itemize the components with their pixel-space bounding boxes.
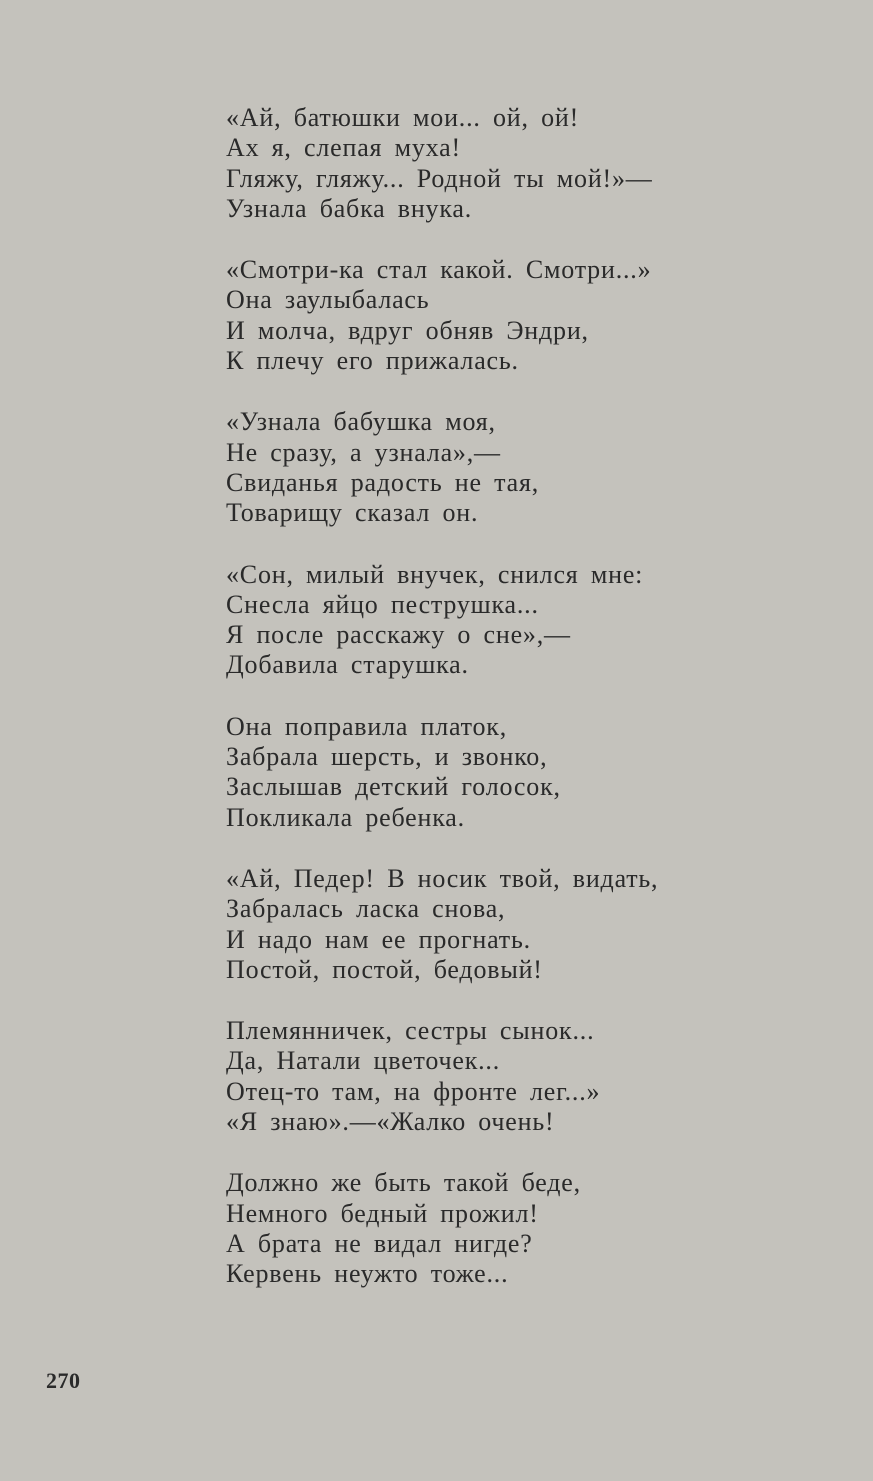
- poem-line: Узнала бабка внука.: [226, 193, 473, 223]
- poem-line: Заслышав детский голосок,: [226, 772, 561, 802]
- page-number: 270: [46, 1368, 81, 1393]
- poem-line: И молча, вдруг обняв Эндри,: [226, 315, 589, 345]
- poem-line: Не сразу, а узнала»,—: [226, 437, 501, 467]
- stanza-1: [226, 103, 826, 224]
- poem-line: Гляжу, гляжу... Родной ты мой!»—: [226, 163, 653, 193]
- poem-line: «Ай, Педер! В носик твой, видать,: [226, 863, 659, 893]
- poem-line: Снесла яйцо пеструшка...: [226, 589, 539, 619]
- poem-line: Отец-то там, на фронте лег...»: [226, 1076, 601, 1106]
- poem-line: Добавила старушка.: [226, 650, 469, 680]
- stanza-6: [226, 864, 826, 985]
- poem-line: «Я знаю».—«Жалко очень!: [226, 1107, 555, 1137]
- poem-line: Она поправила платок,: [226, 711, 508, 741]
- poem-line: Она заулыбалась: [226, 285, 430, 315]
- poem-line: Товарищу сказал он.: [226, 498, 479, 528]
- poem-line: Племянничек, сестры сынок...: [226, 1016, 595, 1046]
- poem-line: «Узнала бабушка моя,: [226, 407, 496, 437]
- stanza-7: [226, 1016, 826, 1137]
- poem-line: Покликала ребенка.: [226, 802, 465, 832]
- poem-line: Должно же быть такой беде,: [226, 1168, 581, 1198]
- poem-line: А брата не видал нигде?: [226, 1228, 533, 1258]
- stanza-2: [226, 255, 826, 376]
- poem-line: Свиданья радость не тая,: [226, 467, 540, 497]
- poem-line: И надо нам ее прогнать.: [226, 924, 531, 954]
- stanza-3: [226, 407, 826, 528]
- stanza-4: [226, 560, 826, 681]
- poem-line: К плечу его прижалась.: [226, 346, 519, 376]
- poem-text: [226, 103, 826, 1321]
- stanza-5: [226, 712, 826, 833]
- poem-line: Ах я, слепая муха!: [226, 133, 461, 163]
- poem-line: «Смотри-ка стал какой. Смотри...»: [226, 255, 652, 285]
- poem-line: Да, Натали цветочек...: [226, 1046, 501, 1076]
- poem-line: Я после расскажу о сне»,—: [226, 620, 571, 650]
- poem-line: «Ай, батюшки мои... ой, ой!: [226, 103, 580, 132]
- poem-line: Постой, постой, бедовый!: [226, 954, 543, 984]
- poem-line: Немного бедный прожил!: [226, 1198, 539, 1228]
- poem-line: Забралась ласка снова,: [226, 894, 506, 924]
- stanza-8: [226, 1168, 826, 1289]
- poem-line: «Сон, милый внучек, снился мне:: [226, 559, 644, 589]
- poem-line: Забрала шерсть, и звонко,: [226, 742, 548, 772]
- poem-line: Кервень неужто тоже...: [226, 1259, 509, 1289]
